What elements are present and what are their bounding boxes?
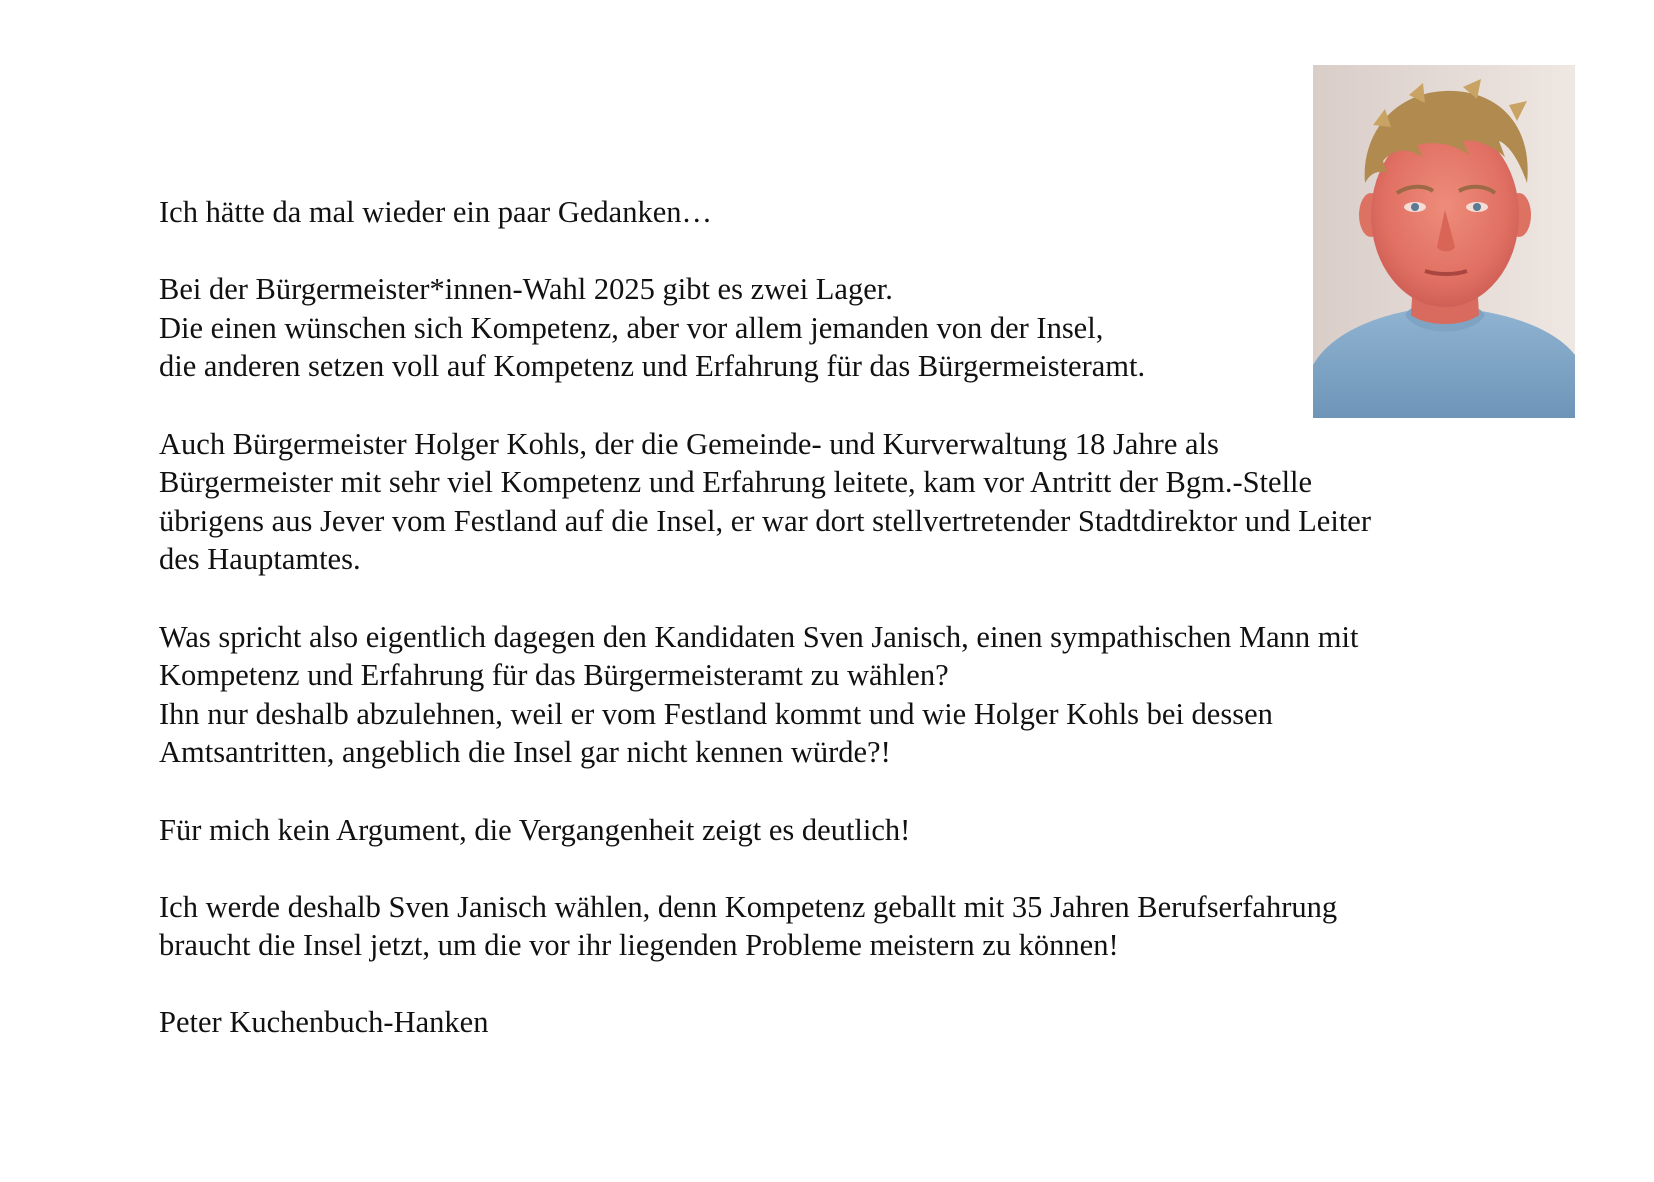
text-line: Bei der Bürgermeister*innen-Wahl 2025 gibt es zwei Lager. [159, 272, 893, 307]
signature-name: Peter Kuchenbuch-Hanken [159, 1005, 489, 1040]
paragraph-holger-kohls [159, 425, 1559, 579]
text-line: braucht die Insel jetzt, um die vor ihr liegenden Probleme meistern zu können! [159, 928, 1119, 963]
text-line: Ihn nur deshalb abzulehnen, weil er vom Festland kommt und wie Holger Kohls bei dessen [159, 696, 1273, 731]
signature [159, 1003, 1559, 1042]
text-line: Was spricht also eigentlich dagegen den Kandidaten Sven Janisch, einen sympathischen Mann mit [159, 619, 1359, 654]
text-line: Bürgermeister mit sehr viel Kompetenz und Erfahrung leitete, kam vor Antritt der Bgm.-Stelle [159, 465, 1313, 500]
text-line: des Hauptamtes. [159, 542, 361, 577]
paragraph-no-argument [159, 811, 1559, 850]
paragraph-vote [159, 888, 1559, 965]
text-line: Kompetenz und Erfahrung für das Bürgermeisteramt zu wählen? [159, 658, 949, 693]
text-line: übrigens aus Jever vom Festland auf die Insel, er war dort stellvertretender Stadtdirektor und Leiter [159, 503, 1371, 538]
text-line: Ich hätte da mal wieder ein paar Gedanken… [159, 195, 712, 229]
text-line: Für mich kein Argument, die Vergangenheit zeigt es deutlich! [159, 812, 911, 847]
text-line: Auch Bürgermeister Holger Kohls, der die Gemeinde- und Kurverwaltung 18 Jahre als [159, 426, 1219, 461]
text-line: Amtsantritten, angeblich die Insel gar nicht kennen würde?! [159, 735, 891, 770]
paragraph-sven-janisch [159, 618, 1559, 772]
portrait-photo [1313, 65, 1575, 418]
text-line: Ich werde deshalb Sven Janisch wählen, denn Kompetenz geballt mit 35 Jahren Berufserfahrung [159, 889, 1338, 924]
text-line: Die einen wünschen sich Kompetenz, aber vor allem jemanden von der Insel, [159, 310, 1104, 345]
text-line: die anderen setzen voll auf Kompetenz und Erfahrung für das Bürgermeisteramt. [159, 349, 1146, 384]
portrait-photo-icon [1313, 65, 1575, 418]
